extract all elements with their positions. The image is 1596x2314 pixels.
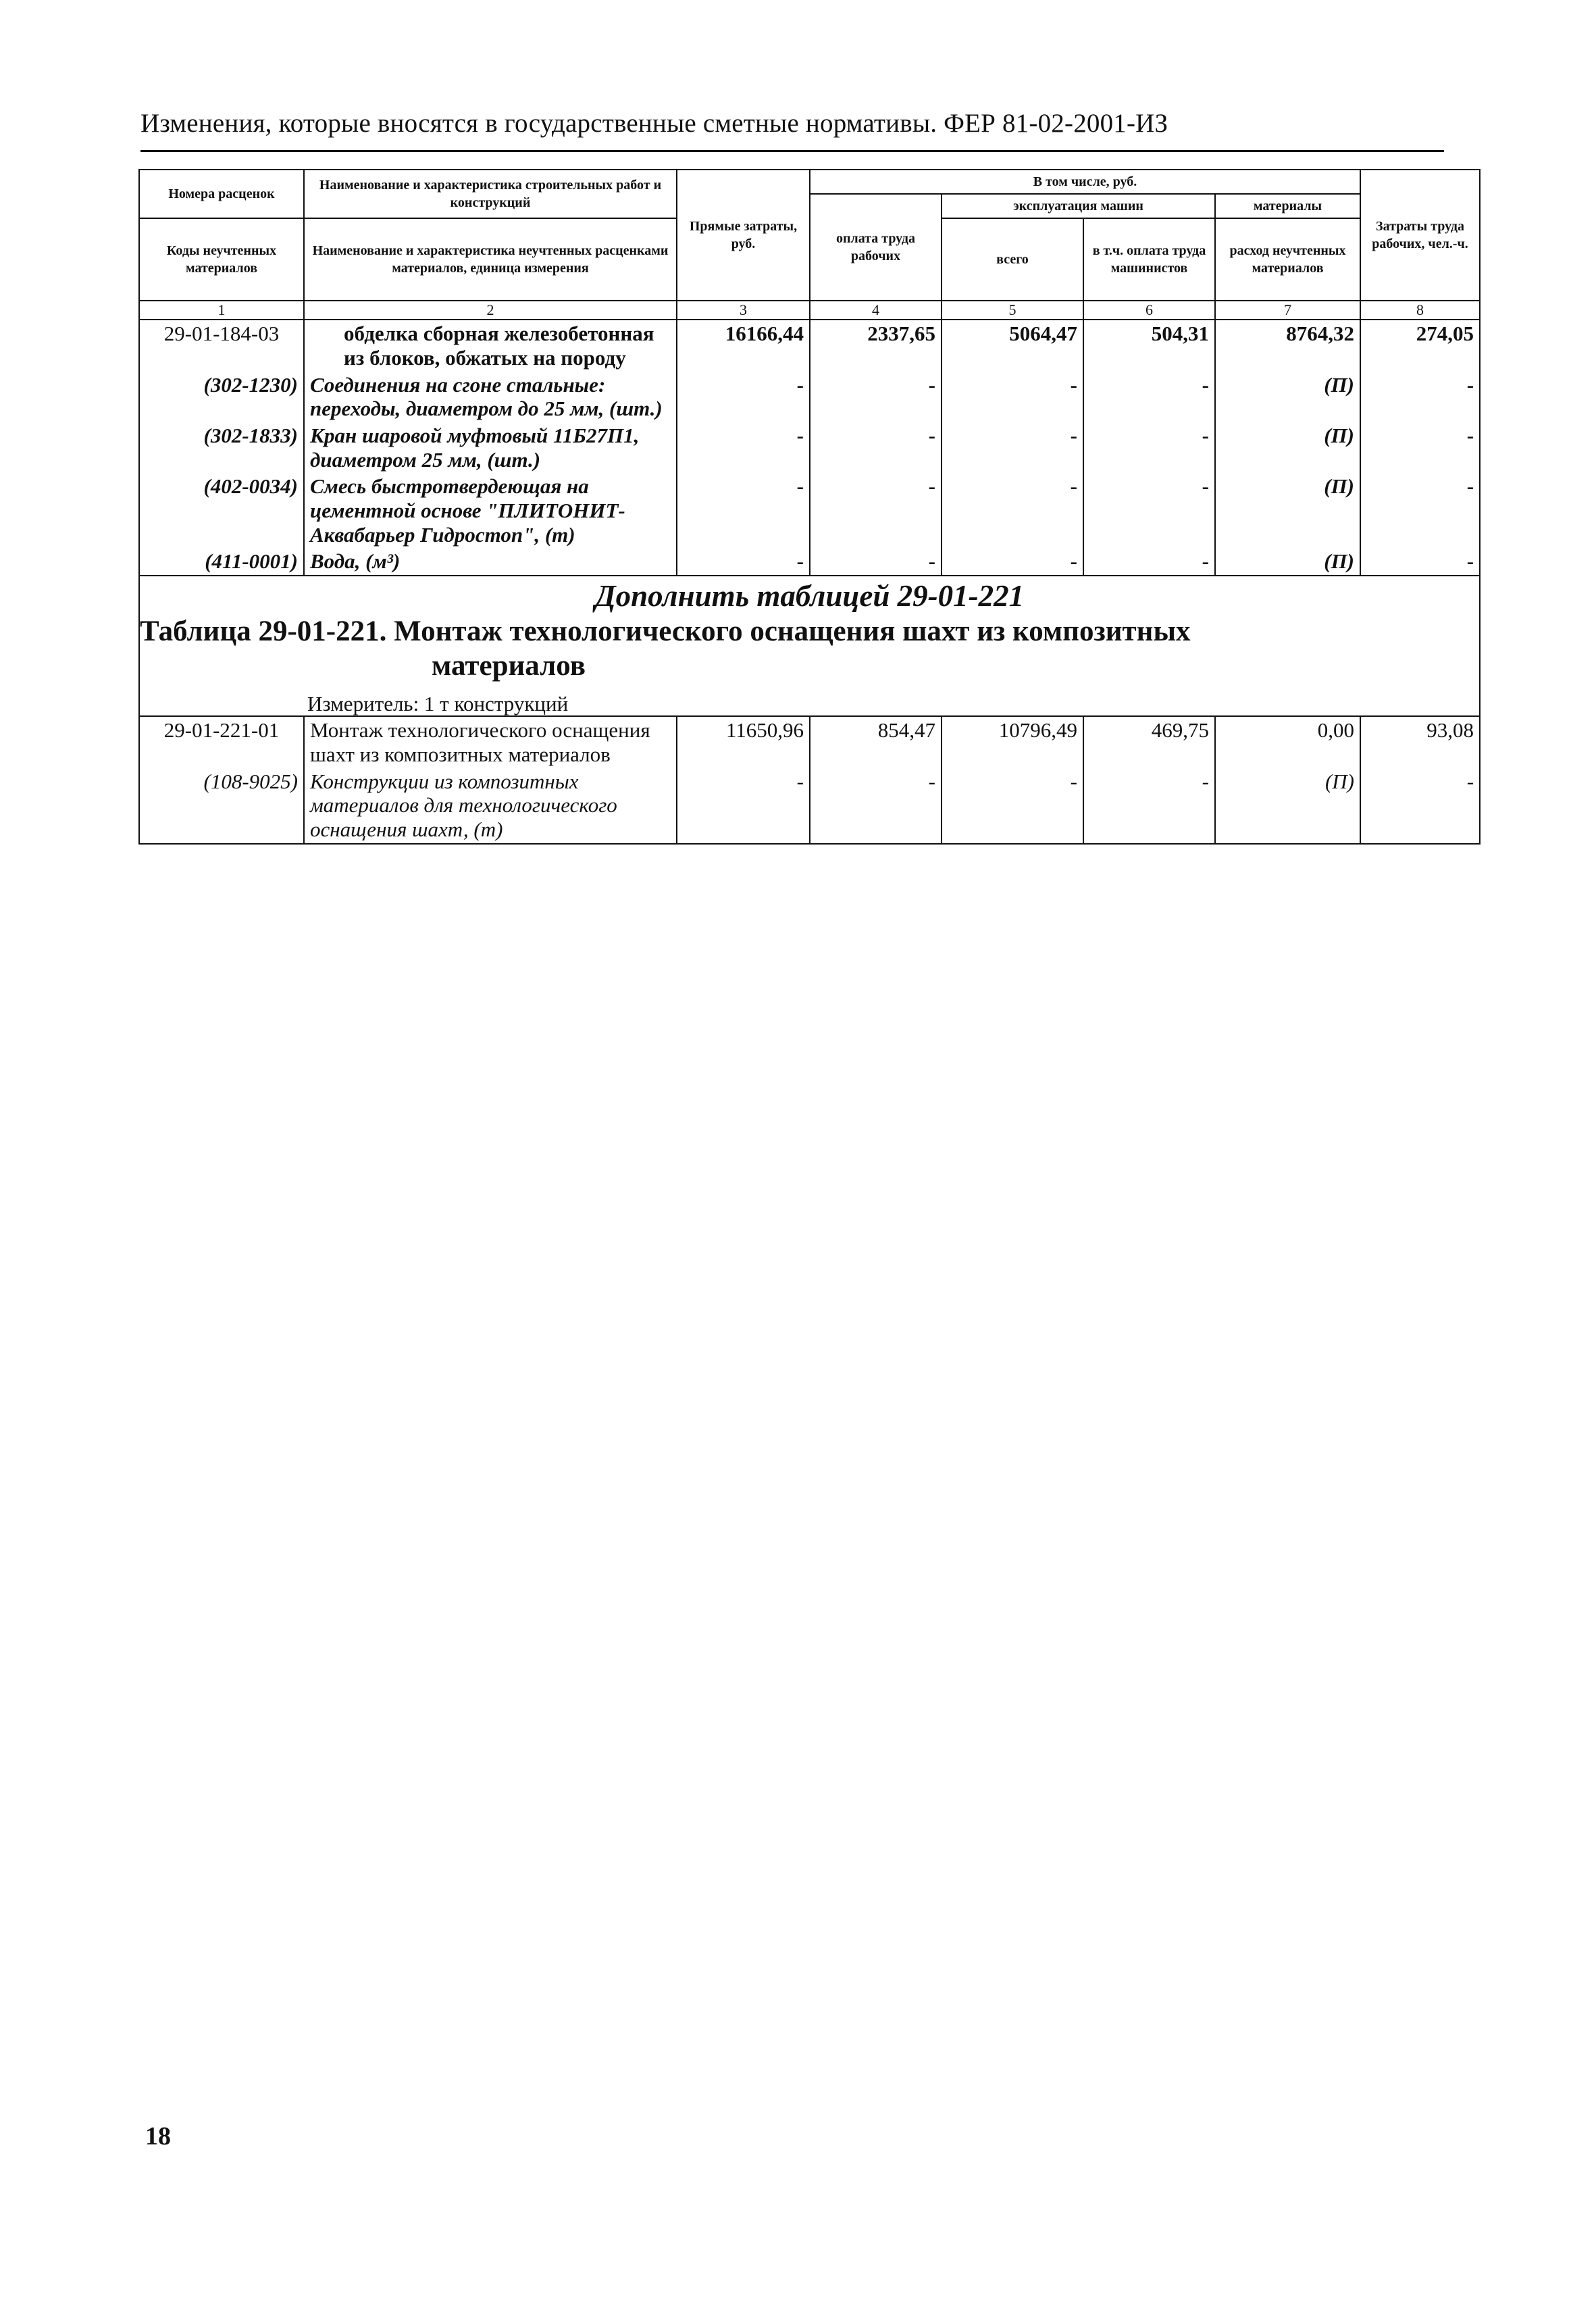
wages: 2337,65 [810,320,942,371]
col-number: 1 [139,301,304,320]
col-number: 3 [677,301,810,320]
table-row [139,422,1480,473]
cell-dash: - [1083,473,1215,548]
cell-dash: - [677,548,810,576]
cell-dash: - [1360,372,1480,422]
rate-name: обделка сборная железобетонная из блоков, обжатых на породу [304,320,677,371]
direct-cost: 16166,44 [677,320,810,371]
cell-dash: - [1360,768,1480,844]
col-head-machinists: в т.ч. оплата труда машинистов [1083,218,1215,301]
col-head-machines: эксплуатация машин [942,194,1215,218]
col-head-material-names: Наименование и характеристика неучтенных расценками материалов, единица измерения [304,218,677,301]
material-code: (108-9025) [139,768,304,844]
col-head-name: Наименование и характеристика строительных работ и конструкций [304,170,677,218]
col-head-labor: Затраты труда рабочих, чел.-ч. [1360,170,1480,301]
table-title-continued: материалов [432,650,586,682]
material-name: Смесь быстротвердеющая на цементной основе "ПЛИТОНИТ-Аквабарьер Гидростоп", (т) [304,473,677,548]
machinists-wages: 504,31 [1083,320,1215,371]
col-head-materials: материалы [1215,194,1360,218]
cell-dash: - [810,473,942,548]
cell-p-mark: (П) [1215,768,1360,844]
material-code: (402-0034) [139,473,304,548]
cell-dash: - [1360,548,1480,576]
rate-name: Монтаж технологического оснащения шахт из композитных материалов [304,716,677,768]
materials-cost: 0,00 [1215,716,1360,768]
insert-section [139,576,1480,717]
col-head-direct: Прямые затраты, руб. [677,170,810,301]
material-name: Конструкции из композитных материалов для технологического оснащения шахт, (т) [304,768,677,844]
cell-dash: - [810,548,942,576]
cell-dash: - [810,372,942,422]
col-number: 8 [1360,301,1480,320]
cell-dash: - [1083,768,1215,844]
machines-total: 5064,47 [942,320,1083,371]
rate-code: 29-01-184-03 [139,320,304,371]
cell-p-mark: (П) [1215,548,1360,576]
materials-cost: 8764,32 [1215,320,1360,371]
cell-dash: - [1360,473,1480,548]
machinists-wages: 469,75 [1083,716,1215,768]
cell-p-mark: (П) [1215,372,1360,422]
cell-dash: - [677,473,810,548]
table-row [139,320,1480,371]
cell-dash: - [677,372,810,422]
column-numbers-row [139,301,1480,320]
rate-code: 29-01-221-01 [139,716,304,768]
material-name: Соединения на сгоне стальные: переходы, диаметром до 25 мм, (шт.) [304,372,677,422]
col-head-codes: Номера расценок [139,170,304,218]
cell-dash: - [1083,372,1215,422]
col-number: 6 [1083,301,1215,320]
table-row [139,768,1480,844]
table-row [139,372,1480,422]
cell-dash: - [1083,548,1215,576]
material-code: (302-1230) [139,372,304,422]
cell-dash: - [677,768,810,844]
col-number: 4 [810,301,942,320]
wages: 854,47 [810,716,942,768]
machines-total: 10796,49 [942,716,1083,768]
cell-dash: - [942,473,1083,548]
col-head-machines-total: всего [942,218,1083,301]
col-head-wages: оплата труда рабочих [810,194,942,301]
col-head-unaccounted: расход неучтенных материалов [1215,218,1360,301]
material-name: Вода, (м³) [304,548,677,576]
col-number: 7 [1215,301,1360,320]
cell-dash: - [810,422,942,473]
labor-hours: 274,05 [1360,320,1480,371]
estimate-table [138,169,1481,845]
direct-cost: 11650,96 [677,716,810,768]
cell-p-mark: (П) [1215,473,1360,548]
material-code: (411-0001) [139,548,304,576]
cell-dash: - [942,422,1083,473]
col-number: 5 [942,301,1083,320]
insert-title: Дополнить таблицей 29-01-221 [594,578,1025,613]
col-head-including: В том числе, руб. [810,170,1360,194]
cell-dash: - [677,422,810,473]
cell-dash: - [942,768,1083,844]
page-header: Изменения, которые вносятся в государственные сметные нормативы. ФЕР 81-02-2001-ИЗ [140,109,1168,138]
col-head-material-codes: Коды неучтенных материалов [139,218,304,301]
cell-dash: - [942,548,1083,576]
material-code: (302-1833) [139,422,304,473]
measure-unit: Измеритель: 1 т конструкций [307,691,569,715]
table-title: Таблица 29-01-221. Монтаж технологического оснащения шахт из композитных [140,615,1191,647]
table-row [139,473,1480,548]
col-number: 2 [304,301,677,320]
cell-dash: - [810,768,942,844]
table-row [139,716,1480,768]
cell-dash: - [942,372,1083,422]
header-rule [140,150,1444,152]
table-row [139,548,1480,576]
page-number: 18 [145,2122,171,2150]
material-name: Кран шаровой муфтовый 11Б27П1, диаметром 25 мм, (шт.) [304,422,677,473]
cell-dash: - [1083,422,1215,473]
cell-dash: - [1360,422,1480,473]
labor-hours: 93,08 [1360,716,1480,768]
cell-p-mark: (П) [1215,422,1360,473]
